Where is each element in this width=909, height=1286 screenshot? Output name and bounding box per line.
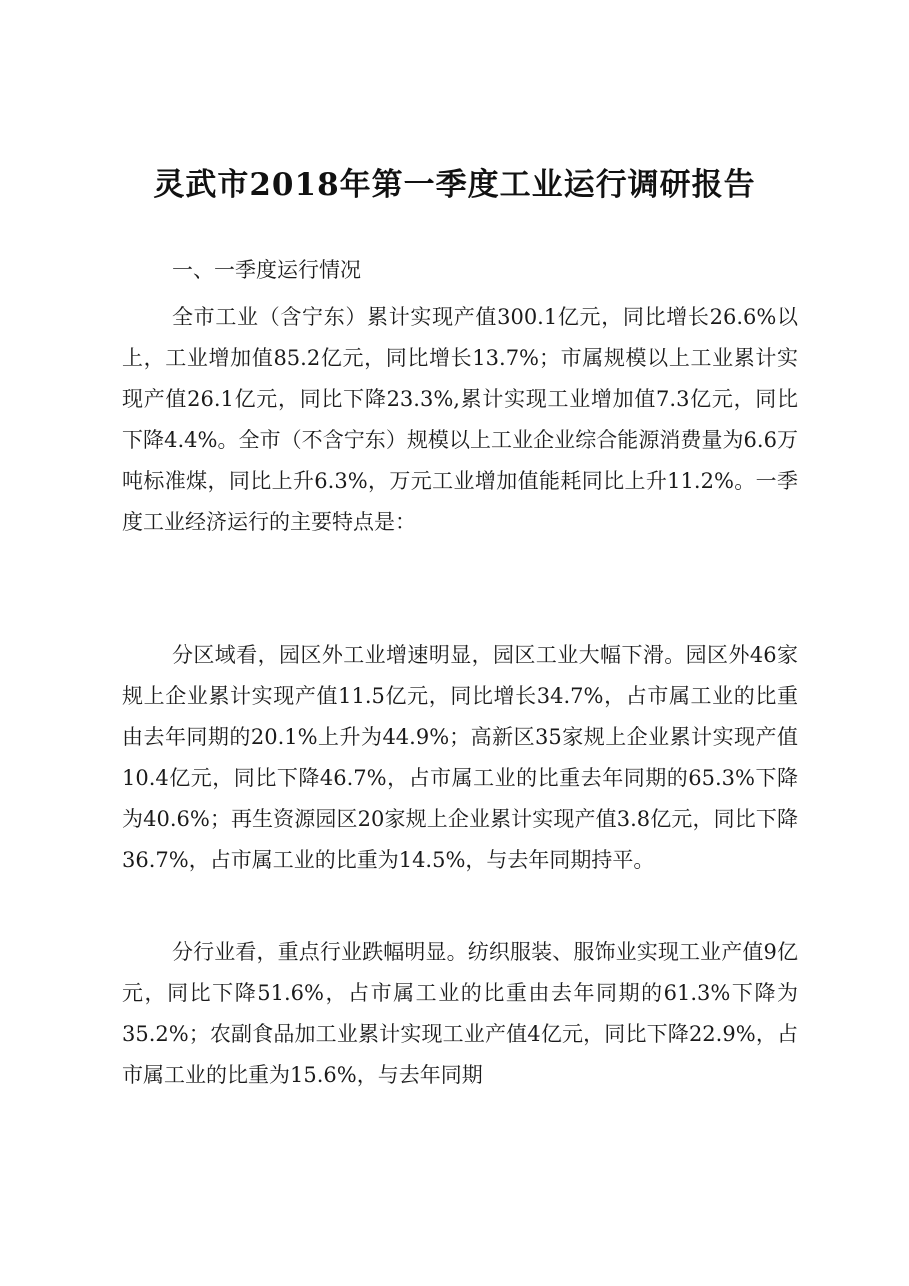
paragraph-by-region: 分区域看，园区外工业增速明显，园区工业大幅下滑。园区外46家规上企业累计实现产值11.5亿元，同比增长34.7%，占市属工业的比重由去年同期的20.1%上升为44.9%；高新区35家规上企业累计实现产值10.4亿元，同比下降46.7%，占市属工业的比重去年同期的65.3%下降为40.6%；再生资源园区20家规上企业累计实现产值3.8亿元，同比下降36.7%，占市属工业的比重为14.5%，与去年同期持平。 bbox=[122, 643, 798, 872]
section-heading: 一、一季度运行情况 bbox=[172, 258, 361, 282]
paragraph-by-industry: 分行业看，重点行业跌幅明显。纺织服装、服饰业实现工业产值9亿元，同比下降51.6%，占市属工业的比重由去年同期的61.3%下降为35.2%；农副食品加工业累计实现工业产值4亿元，同比下降22.9%，占市属工业的比重为15.6%，与去年同期 bbox=[122, 940, 798, 1087]
document-title: 灵武市2018年第一季度工业运行调研报告 bbox=[153, 167, 756, 203]
document-body bbox=[122, 256, 798, 1096]
paragraph-overview: 全市工业（含宁东）累计实现产值300.1亿元，同比增长26.6%以上，工业增加值85.2亿元，同比增长13.7%；市属规模以上工业累计实现产值26.1亿元，同比下降23.3%,累计实现工业增加值7.3亿元，同比下降4.4%。全市（不含宁东）规模以上工业企业综合能源消费量为6.6万吨标准煤，同比上升6.3%，万元工业增加值能耗同比上升11.2%。一季度工业经济运行的主要特点是： bbox=[122, 305, 798, 534]
